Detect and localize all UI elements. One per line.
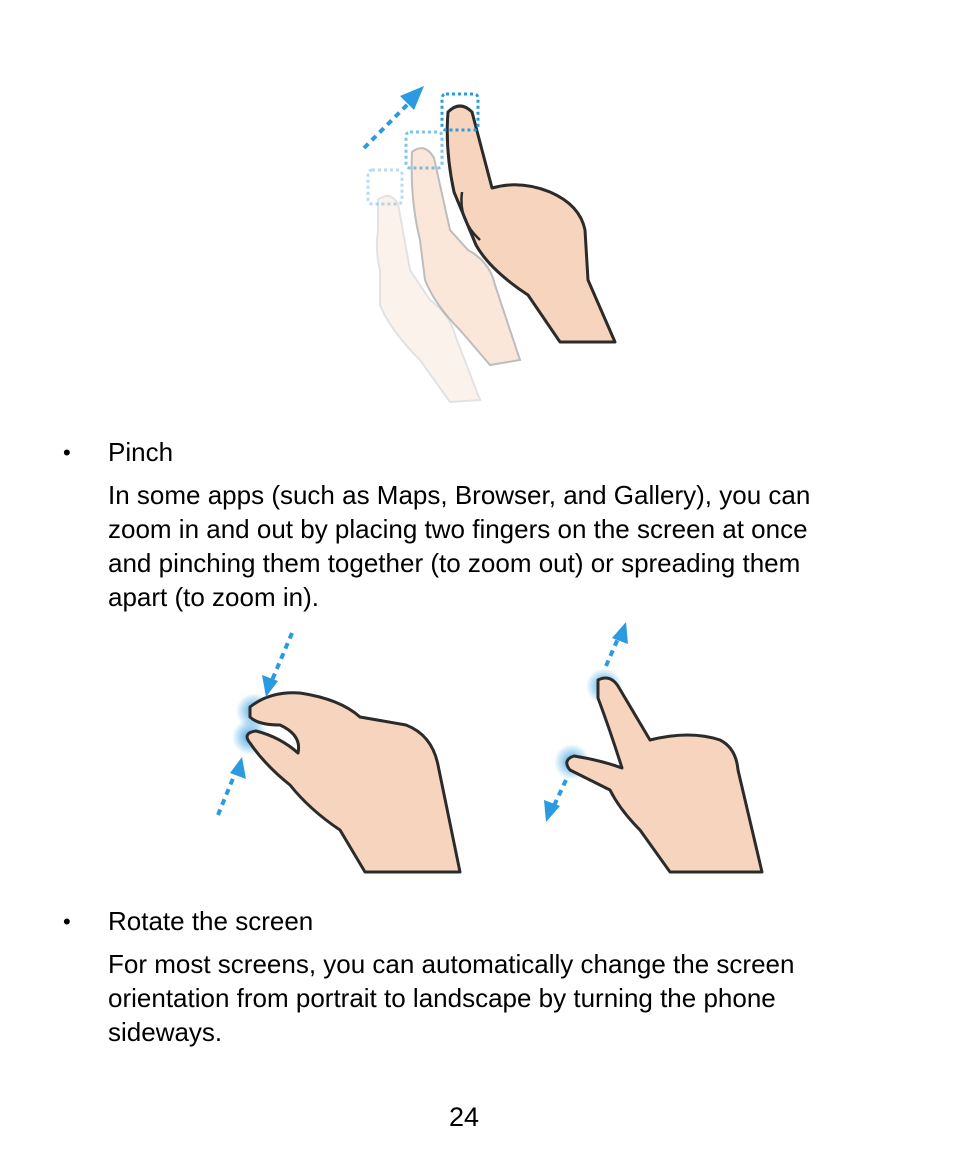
drag-gesture-icon — [350, 80, 630, 410]
text-line: zoom in and out by placing two fingers on the screen at once — [108, 514, 808, 544]
bullet-pinch: • — [63, 440, 71, 465]
section-body-pinch — [108, 478, 810, 614]
text-line: In some apps (such as Maps, Browser, and Gallery), you can — [108, 480, 811, 510]
text-line: apart (to zoom in). — [108, 582, 319, 612]
text-line: orientation from portrait to landscape by turning the phone — [108, 983, 776, 1013]
pinch-out-gesture-icon — [540, 620, 780, 880]
section-heading-pinch: Pinch — [108, 437, 174, 467]
text-line: For most screens, you can automatically change the screen — [108, 949, 795, 979]
section-body-rotate — [108, 947, 794, 1049]
text-line: and pinching them together (to zoom out) or spreading them — [108, 548, 801, 578]
page-number: 24 — [449, 1102, 480, 1132]
text-line: sideways. — [108, 1017, 223, 1047]
pinch-in-gesture-icon — [210, 625, 470, 880]
bullet-rotate: • — [63, 909, 71, 934]
section-heading-rotate: Rotate the screen — [108, 906, 314, 936]
